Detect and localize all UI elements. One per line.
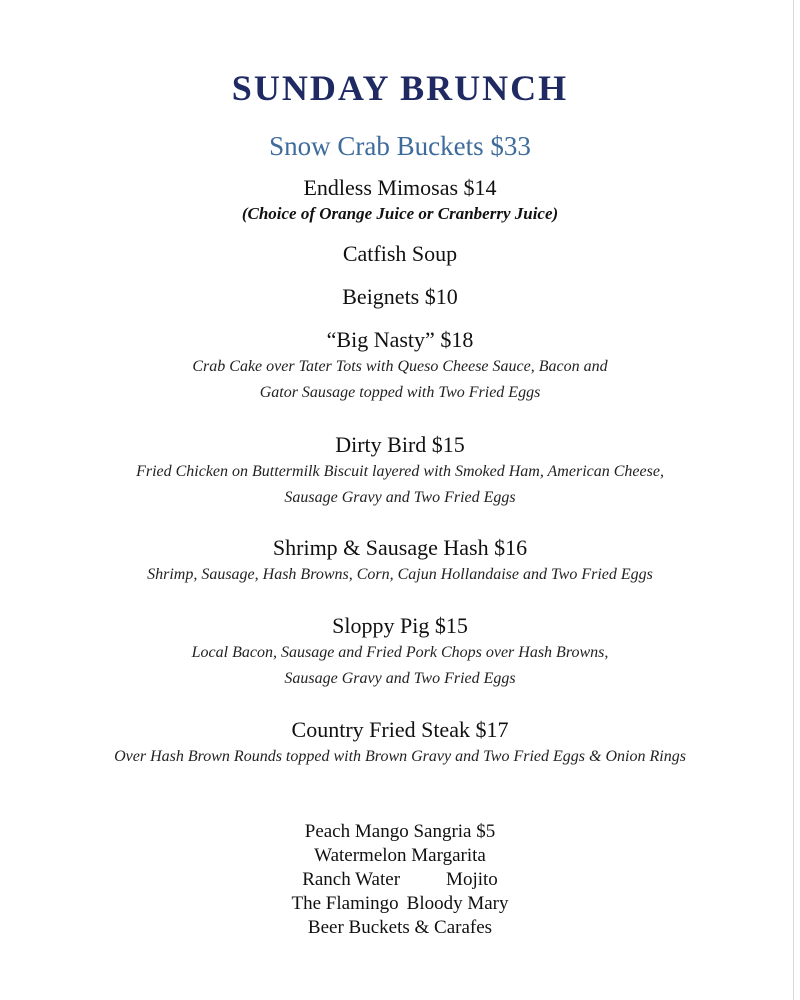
drink-mojito: Mojito: [446, 869, 498, 890]
item-description: Sausage Gravy and Two Fried Eggs: [284, 670, 516, 687]
drink-row: [0, 892, 800, 916]
drinks-list: [0, 820, 800, 940]
item-description: Gator Sausage topped with Two Fried Eggs: [259, 384, 541, 401]
menu-item-shrimp-sausage-hash: [0, 534, 800, 588]
item-name: Country Fried Steak $17: [291, 717, 509, 742]
drink-watermelon-margarita: Watermelon Margarita: [314, 845, 486, 866]
drink-beer-buckets-carafes: Beer Buckets & Carafes: [307, 917, 493, 938]
menu-title: SUNDAY BRUNCH: [231, 68, 569, 108]
item-name: Dirty Bird $15: [335, 432, 465, 457]
item-description: Sausage Gravy and Two Fried Eggs: [284, 489, 516, 506]
item-name: Beignets $10: [342, 284, 458, 309]
item-name: Sloppy Pig $15: [332, 613, 468, 638]
menu-item-beignets: [0, 283, 800, 311]
special-snow-crab: Snow Crab Buckets $33: [269, 131, 531, 161]
item-name: Shrimp & Sausage Hash $16: [272, 535, 528, 560]
drink-row: [0, 868, 800, 892]
item-note: (Choice of Orange Juice or Cranberry Juice): [241, 204, 559, 223]
item-description: Fried Chicken on Buttermilk Biscuit layered with Smoked Ham, American Cheese,: [136, 463, 664, 480]
item-name: Catfish Soup: [342, 241, 458, 266]
drink-ranch-water: Ranch Water: [302, 869, 401, 890]
item-description: Local Bacon, Sausage and Fried Pork Chops over Hash Browns,: [191, 644, 609, 661]
item-name: “Big Nasty” $18: [326, 327, 474, 352]
drink-bloody-mary: Bloody Mary: [406, 893, 509, 914]
menu-item-sloppy-pig: [0, 612, 800, 692]
drink-the-flamingo: The Flamingo: [291, 893, 399, 914]
menu-item-dirty-bird: [0, 431, 800, 511]
menu-item-big-nasty: [0, 326, 800, 406]
menu-item-mimosas: [0, 174, 800, 226]
item-description: Crab Cake over Tater Tots with Queso Cheese Sauce, Bacon and: [192, 358, 608, 375]
item-description: Shrimp, Sausage, Hash Browns, Corn, Cajun Hollandaise and Two Fried Eggs: [147, 566, 653, 583]
item-description: Over Hash Brown Rounds topped with Brown Gravy and Two Fried Eggs & Onion Rings: [114, 748, 686, 765]
item-name: Endless Mimosas $14: [303, 175, 497, 200]
menu-item-country-fried-steak: [0, 716, 800, 770]
drink-peach-mango-sangria: Peach Mango Sangria $5: [304, 821, 496, 842]
menu-item-catfish-soup: [0, 240, 800, 268]
